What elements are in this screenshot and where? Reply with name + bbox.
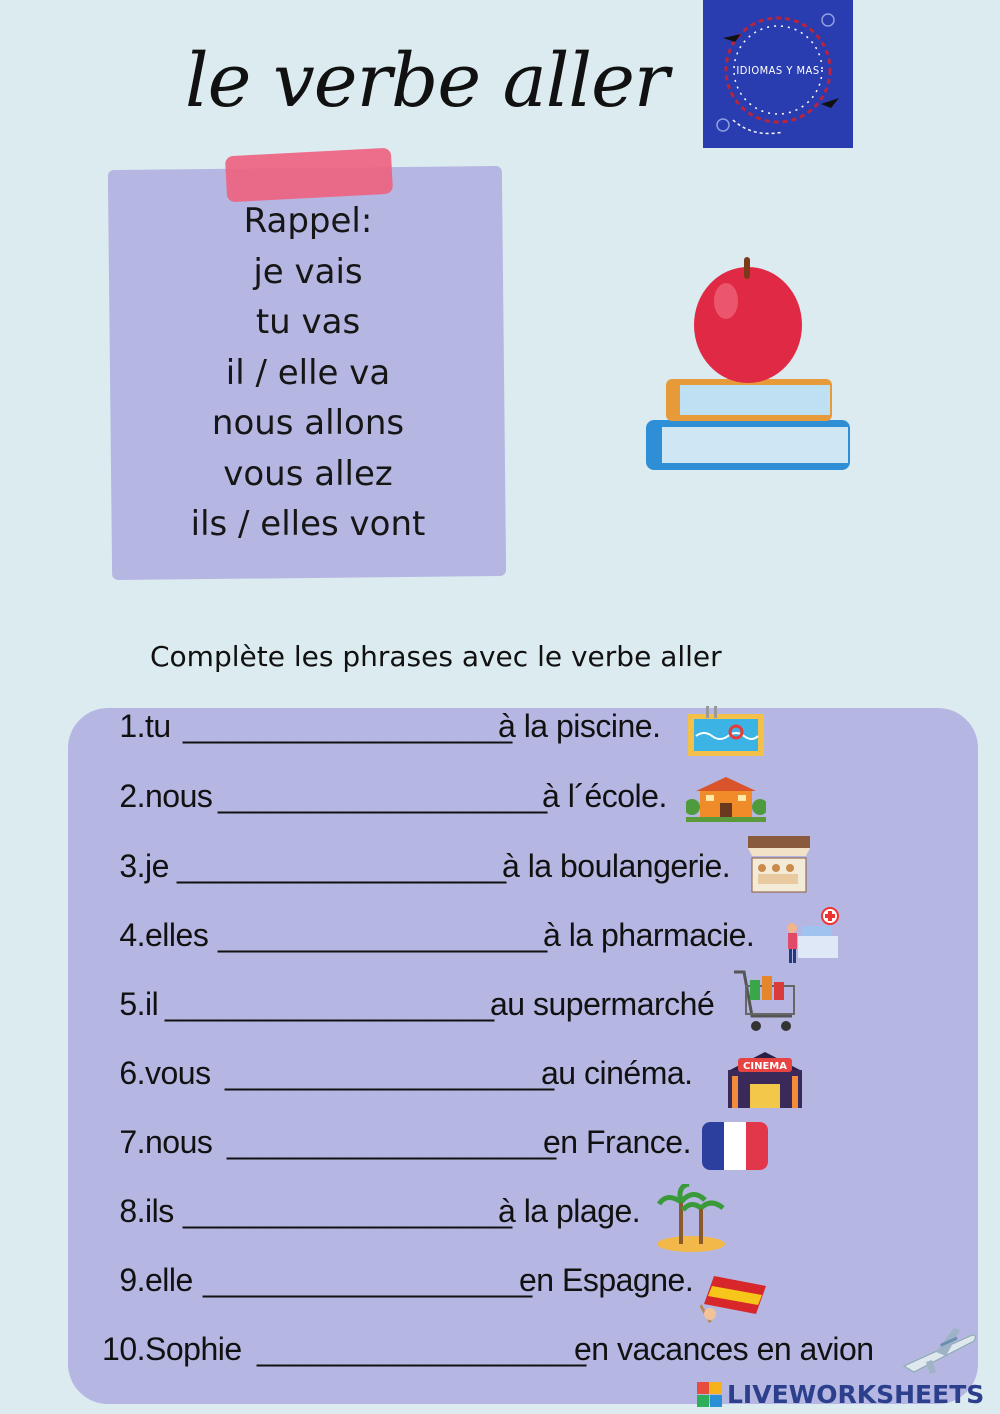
pharmacy-icon	[780, 906, 842, 972]
brand-logo	[703, 0, 853, 148]
answer-blank[interactable]: ___________________	[183, 708, 512, 744]
instruction-text: Complète les phrases avec le verbe aller	[150, 640, 722, 673]
exercise-ending: à la boulangerie.	[502, 848, 731, 884]
apple-books-illustration	[640, 255, 855, 475]
exercise-row	[0, 1262, 1000, 1310]
exercise-subject: il	[145, 986, 159, 1022]
exercise-subject: vous	[145, 1055, 211, 1091]
page-title: le verbe aller	[185, 38, 669, 124]
conjugation-line: il / elle va	[225, 352, 391, 393]
answer-blank[interactable]: ___________________	[218, 917, 547, 953]
exercise-subject: elles	[145, 917, 209, 953]
watermark: LIVEWORKSHEETS	[727, 1380, 985, 1409]
answer-blank[interactable]: ___________________	[225, 1055, 554, 1091]
bakery-stall-icon	[746, 834, 812, 898]
exercise-row	[0, 917, 1000, 965]
rappel-heading: Rappel:	[243, 201, 373, 241]
logo-text: IDIOMAS Y MAS	[736, 64, 820, 77]
exercise-number: 10.	[102, 1331, 145, 1367]
exercise-number: 9.	[119, 1262, 145, 1298]
answer-blank[interactable]: ___________________	[218, 778, 547, 814]
exercise-row	[0, 708, 1000, 756]
exercise-ending: en vacances en avion	[574, 1331, 874, 1367]
exercise-subject: Sophie	[145, 1331, 242, 1367]
exercise-number: 3.	[119, 848, 145, 884]
exercise-ending: au supermarché	[490, 986, 715, 1022]
exercise-number: 2.	[119, 778, 145, 814]
exercise-row	[0, 1193, 1000, 1241]
answer-blank[interactable]: ___________________	[227, 1124, 556, 1160]
answer-blank[interactable]: ___________________	[165, 986, 494, 1022]
answer-blank[interactable]: ___________________	[183, 1193, 512, 1229]
exercise-ending: à la piscine.	[498, 708, 661, 744]
svg-text:CINEMA: CINEMA	[743, 1061, 787, 1072]
exercise-ending: à l´école.	[542, 778, 667, 814]
conjugation-line: je vais	[253, 251, 363, 292]
exercise-ending: en Espagne.	[519, 1262, 694, 1298]
exercise-number: 5.	[119, 986, 145, 1022]
exercise-row	[0, 778, 1000, 826]
exercise-subject: ils	[145, 1193, 174, 1229]
conjugation-line: vous allez	[223, 453, 393, 494]
exercise-number: 4.	[119, 917, 145, 953]
shopping-cart-icon	[732, 966, 798, 1044]
exercise-ending: à la pharmacie.	[543, 917, 755, 953]
exercise-number: 7.	[119, 1124, 145, 1160]
exercise-number: 1.	[119, 708, 145, 744]
spain-flag-icon	[700, 1268, 770, 1328]
answer-blank[interactable]: ___________________	[257, 1331, 586, 1367]
liveworksheets-badge-icon	[697, 1382, 723, 1408]
answer-blank[interactable]: ___________________	[203, 1262, 532, 1298]
exercise-ending: en France.	[543, 1124, 691, 1160]
conjugation-line: ils / elles vont	[190, 504, 426, 544]
exercise-row	[0, 1331, 1000, 1379]
france-flag-icon	[702, 1122, 768, 1174]
exercise-row	[0, 848, 1000, 896]
tape-strip	[225, 148, 393, 203]
exercise-row	[0, 986, 1000, 1034]
exercise-subject: nous	[145, 778, 213, 814]
exercise-number: 6.	[119, 1055, 145, 1091]
answer-blank[interactable]: ___________________	[177, 848, 506, 884]
cinema-icon	[722, 1052, 808, 1114]
exercise-number: 8.	[119, 1193, 145, 1229]
swimming-pool-icon	[686, 706, 766, 762]
exercise-subject: je	[145, 848, 169, 884]
exercise-row	[0, 1124, 1000, 1172]
exercise-ending: au cinéma.	[541, 1055, 693, 1091]
exercise-subject: elle	[145, 1262, 193, 1298]
conjugation-line: tu vas	[255, 302, 361, 342]
exercise-ending: à la plage.	[498, 1193, 641, 1229]
exercise-subject: nous	[145, 1124, 213, 1160]
school-icon	[686, 775, 766, 827]
airplane-icon	[900, 1322, 978, 1382]
conjugation-line: nous allons	[211, 403, 405, 443]
exercise-subject: tu	[145, 708, 171, 744]
rappel-content	[110, 196, 506, 550]
palm-island-icon	[655, 1184, 727, 1258]
exercise-row	[0, 1055, 1000, 1103]
